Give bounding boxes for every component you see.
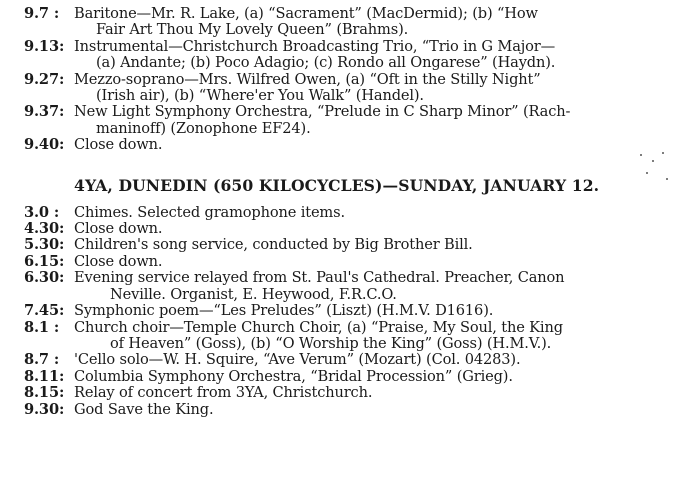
entry-line: Mezzo-soprano—Mrs. Wilfred Owen, (a) “Oft in the Stilly Night” [74,70,541,88]
programme-entry [24,402,686,418]
programme-entry [24,237,686,253]
entry-time: 6.30: [24,269,65,287]
entry-line: Evening service relayed from St. Paul's Cathedral. Preacher, Canon [74,269,565,287]
entry-time: 9.37: [24,103,65,121]
entry-time: 7.45: [24,302,65,320]
entry-text [74,205,686,221]
entry-text [74,320,686,353]
entry-line: Relay of concert from 3YA, Christchurch. [74,384,373,402]
entry-text [74,402,686,418]
entry-text [74,72,686,105]
entry-text [74,237,686,253]
entry-line: Fair Art Thou My Lovely Queen” (Brahms). [96,21,409,39]
programme-section-4ya [24,205,686,418]
programme-entry [24,137,686,153]
entry-time: 6.15: [24,252,65,270]
ink-speck [652,160,654,162]
entry-line: Baritone—Mr. R. Lake, (a) “Sacrament” (MacDermid); (b) “How [74,5,538,22]
entry-time: 9.7 : [24,5,60,22]
entry-time: 8.15: [24,384,65,402]
entry-line: Children's song service, conducted by Big Brother Bill. [74,236,473,254]
entry-line: (Irish air), (b) “Where'er You Walk” (Handel). [96,87,424,105]
entry-text [74,39,686,72]
programme-entry [24,352,686,368]
ink-speck [666,178,668,180]
entry-line: Close down. [74,220,163,238]
entry-time: 9.30: [24,400,65,418]
entry-text [74,221,686,237]
programme-entry [24,6,686,39]
entry-line: God Save the King. [74,400,214,418]
entry-line: of Heaven” (Goss), (b) “O Worship the King” (Goss) (H.M.V.). [110,334,552,352]
entry-line: maninoff) (Zonophone EF24). [96,119,311,137]
entry-line: New Light Symphony Orchestra, “Prelude in C Sharp Minor” (Rach- [74,103,571,121]
entry-line: (a) Andante; (b) Poco Adagio; (c) Rondo all Ongarese” (Haydn). [96,54,556,72]
entry-line: Symphonic poem—“Les Preludes” (Liszt) (H.M.V. D1616). [74,302,494,320]
entry-text [74,303,686,319]
entry-text [74,352,686,368]
ink-speck [662,152,664,154]
entry-time: 8.7 : [24,351,60,369]
programme-section-continued [24,6,686,154]
entry-time: 8.11: [24,367,65,385]
programme-entry [24,104,686,137]
programme-entry [24,221,686,237]
ink-speck [640,154,642,156]
entry-line: Neville. Organist, E. Heywood, F.R.C.O. [110,285,397,303]
entry-line: Close down. [74,136,163,154]
programme-entry [24,385,686,401]
entry-time: 3.0 : [24,203,60,221]
entry-line: Instrumental—Christchurch Broadcasting Trio, “Trio in G Major— [74,37,556,55]
entry-text [74,254,686,270]
entry-time: 9.13: [24,37,65,55]
print-specks [634,150,674,190]
entry-text [74,104,686,137]
entry-text [74,385,686,401]
programme-entry [24,39,686,72]
entry-line: Columbia Symphony Orchestra, “Bridal Procession” (Grieg). [74,367,513,385]
entry-text [74,137,686,153]
station-heading: 4YA, DUNEDIN (650 KILOCYCLES)—SUNDAY, JANUARY 12. [74,175,600,195]
programme-entry [24,369,686,385]
ink-speck [646,172,648,174]
programme-entry [24,270,686,303]
entry-time: 5.30: [24,236,65,254]
entry-time: 9.40: [24,136,65,154]
programme-entry [24,254,686,270]
entry-line: Church choir—Temple Church Choir, (a) “Praise, My Soul, the King [74,318,563,336]
programme-entry [24,303,686,319]
entry-line: Chimes. Selected gramophone items. [74,203,345,221]
entry-time: 9.27: [24,70,65,88]
entry-line: Close down. [74,252,163,270]
entry-text [74,270,686,303]
entry-line: 'Cello solo—W. H. Squire, “Ave Verum” (Mozart) (Col. 04283). [74,351,521,369]
entry-time: 8.1 : [24,318,60,336]
programme-entry [24,72,686,105]
programme-entry [24,205,686,221]
programme-entry [24,320,686,353]
entry-text [74,369,686,385]
entry-text [74,6,686,39]
entry-time: 4.30: [24,220,65,238]
